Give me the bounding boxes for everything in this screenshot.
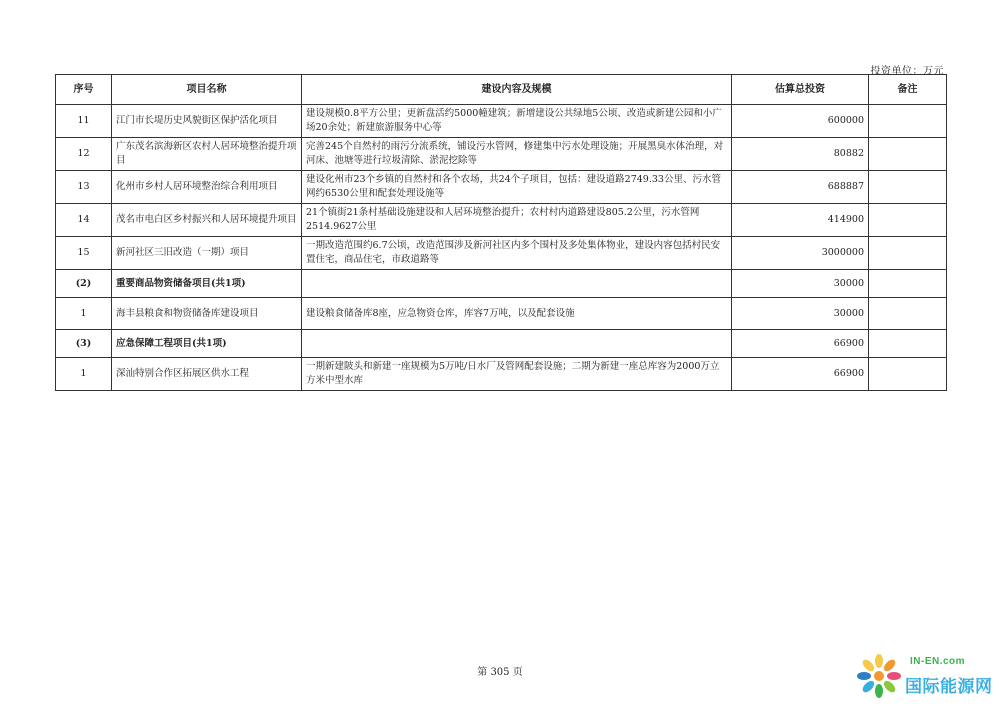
col-header-amount: 估算总投资 xyxy=(732,75,869,105)
row-project-name: 广东茂名滨海新区农村人居环境整治提升项目 xyxy=(112,138,302,171)
row-project-name: 海丰县粮食和物资储备库建设项目 xyxy=(112,298,302,330)
section-title: 重要商品物资储备项目(共1项) xyxy=(112,270,302,298)
row-note xyxy=(869,138,947,171)
row-no: 11 xyxy=(56,105,112,138)
section-no: (3) xyxy=(56,330,112,358)
investment-unit-note: 投资单位：万元 xyxy=(870,66,944,77)
row-content: 建设粮食储备库8座，应急物资仓库，库容7万吨，以及配套设施 xyxy=(302,298,732,330)
row-no: 1 xyxy=(56,358,112,391)
row-note xyxy=(869,204,947,237)
col-header-content: 建设内容及规模 xyxy=(302,75,732,105)
row-amount: 600000 xyxy=(732,105,869,138)
sun-flower-icon xyxy=(855,652,903,700)
row-no: 1 xyxy=(56,298,112,330)
table-row xyxy=(56,138,947,171)
row-no: 14 xyxy=(56,204,112,237)
table-row xyxy=(56,204,947,237)
row-content: 完善245个自然村的雨污分流系统，铺设污水管网，修建集中污水处理设施；开展黑臭水体治理，对河床、池塘等进行垃圾清除、淤泥挖除等 xyxy=(302,138,732,171)
row-note xyxy=(869,171,947,204)
row-no: 15 xyxy=(56,237,112,270)
row-project-name: 江门市长堤历史风貌街区保护活化项目 xyxy=(112,105,302,138)
table-row xyxy=(56,237,947,270)
row-project-name: 新河社区三旧改造（一期）项目 xyxy=(112,237,302,270)
in-en-logo xyxy=(855,650,995,702)
col-header-name: 项目名称 xyxy=(112,75,302,105)
row-project-name: 深汕特别合作区拓展区供水工程 xyxy=(112,358,302,391)
logo-cn-text: 国际能源网 xyxy=(905,677,993,697)
row-content xyxy=(302,270,732,298)
section-amount: 30000 xyxy=(732,270,869,298)
col-header-no: 序号 xyxy=(56,75,112,105)
row-project-name: 茂名市电白区乡村振兴和人居环境提升项目 xyxy=(112,204,302,237)
row-project-name: 化州市乡村人居环境整治综合利用项目 xyxy=(112,171,302,204)
row-content: 一期改造范围约6.7公顷，改造范围涉及新河社区内多个围村及多处集体物业，建设内容包括村民安置住宅，商品住宅，市政道路等 xyxy=(302,237,732,270)
section-amount: 66900 xyxy=(732,330,869,358)
row-note xyxy=(869,105,947,138)
page-number: 第 305 页 xyxy=(477,667,523,678)
row-note xyxy=(869,298,947,330)
table-row xyxy=(56,358,947,391)
row-amount: 30000 xyxy=(732,298,869,330)
row-note xyxy=(869,237,947,270)
col-header-note: 备注 xyxy=(869,75,947,105)
section-title: 应急保障工程项目(共1项) xyxy=(112,330,302,358)
row-content: 建设规模0.8平方公里；更新盘活约5000幢建筑；新增建设公共绿地5公顷、改造或新建公园和小广场20余处；新建旅游服务中心等 xyxy=(302,105,732,138)
project-table xyxy=(55,74,947,391)
row-no: 13 xyxy=(56,171,112,204)
table-header-row xyxy=(56,75,947,105)
row-note xyxy=(869,358,947,391)
row-content: 建设化州市23个乡镇的自然村和各个农场，共24个子项目，包括：建设道路2749.33公里、污水管网约6530公里和配套处理设施等 xyxy=(302,171,732,204)
row-content xyxy=(302,330,732,358)
table-row xyxy=(56,171,947,204)
row-note xyxy=(869,270,947,298)
row-no: 12 xyxy=(56,138,112,171)
row-amount: 3000000 xyxy=(732,237,869,270)
logo-en-text: IN-EN.com xyxy=(910,656,966,667)
row-content: 21个镇街21条村基础设施建设和人居环境整治提升；农村村内道路建设805.2公里，污水管网2514.9627公里 xyxy=(302,204,732,237)
table-row xyxy=(56,298,947,330)
section-row xyxy=(56,270,947,298)
table-row xyxy=(56,105,947,138)
section-no: (2) xyxy=(56,270,112,298)
row-amount: 688887 xyxy=(732,171,869,204)
row-amount: 414900 xyxy=(732,204,869,237)
row-content: 一期新建陂头和新建一座规模为5万吨/日水厂及管网配套设施；二期为新建一座总库容为2000万立方米中型水库 xyxy=(302,358,732,391)
row-amount: 80882 xyxy=(732,138,869,171)
row-amount: 66900 xyxy=(732,358,869,391)
section-row xyxy=(56,330,947,358)
row-note xyxy=(869,330,947,358)
